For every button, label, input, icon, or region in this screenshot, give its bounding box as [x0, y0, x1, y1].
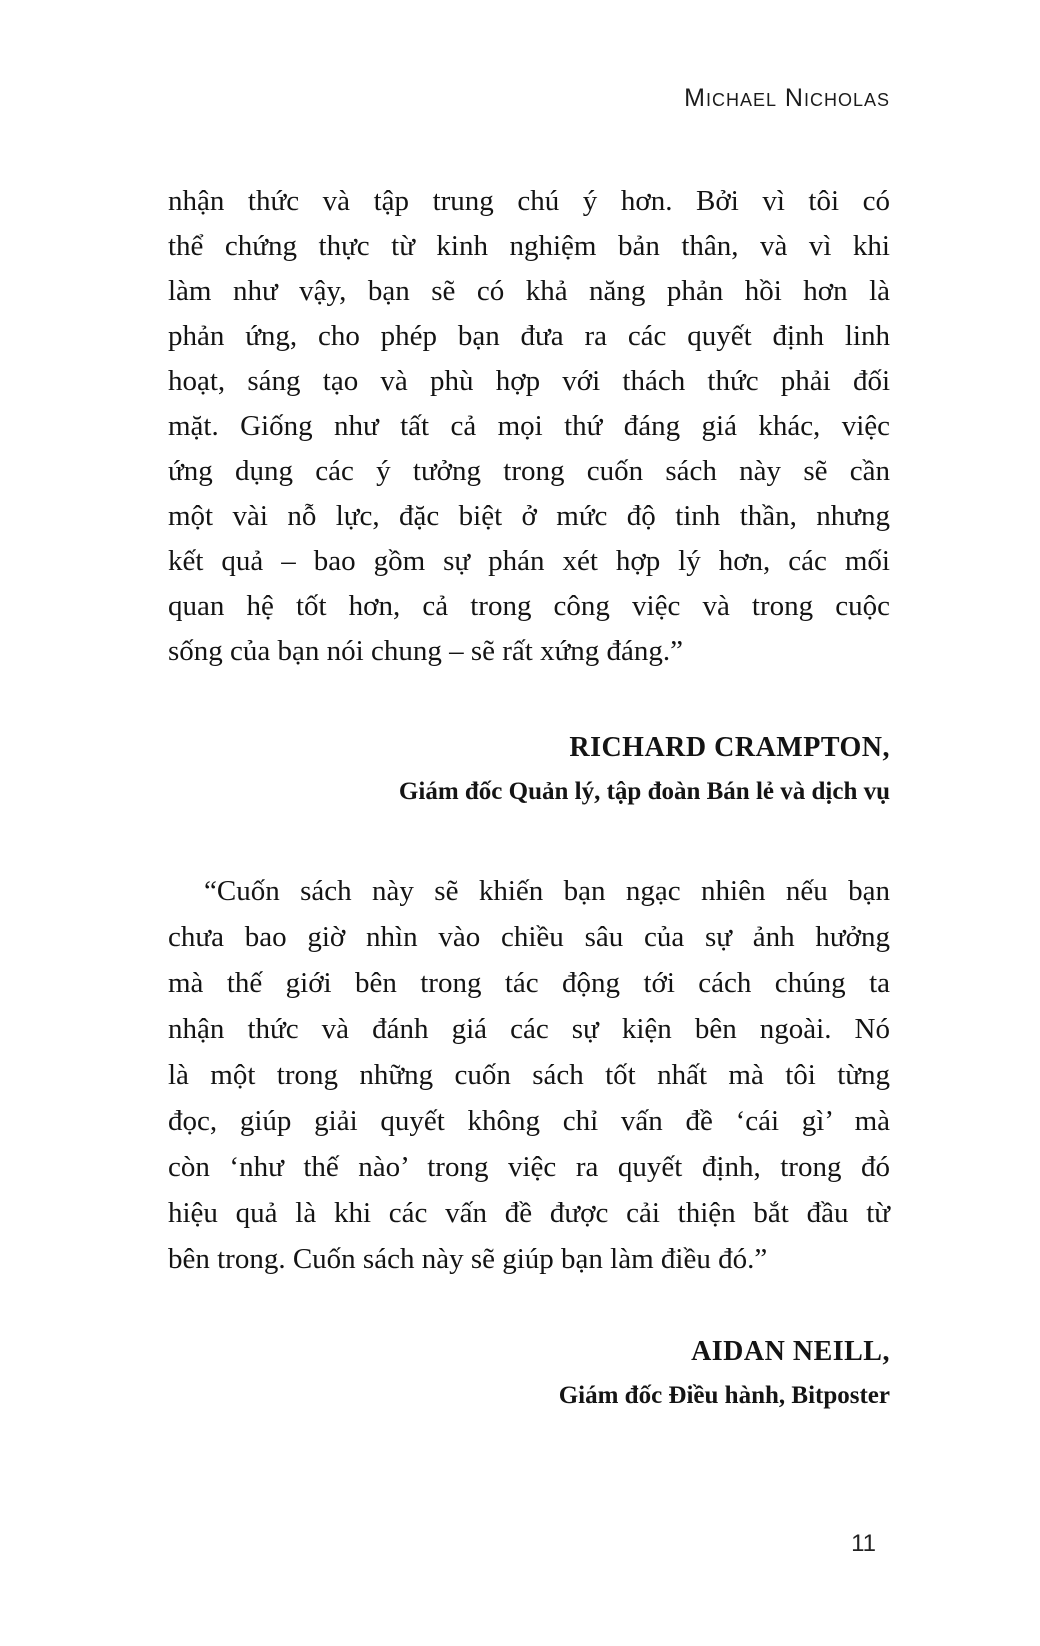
- paragraph-line: mà thế giới bên trong tác động tới cách chúng ta: [168, 967, 890, 999]
- paragraph-line: nhận thức và tập trung chú ý hơn. Bởi vì tôi có: [168, 185, 890, 217]
- paragraph-line: phản ứng, cho phép bạn đưa ra các quyết định linh: [168, 320, 890, 352]
- endorser-name-2: AIDAN NEILL,: [691, 1336, 890, 1367]
- endorser-name-1: RICHARD CRAMPTON,: [569, 732, 890, 763]
- paragraph-line: sống của bạn nói chung – sẽ rất xứng đáng.”: [168, 635, 684, 667]
- endorsement-quote-2: [168, 868, 890, 1282]
- paragraph-line: “Cuốn sách này sẽ khiến bạn ngạc nhiên nếu bạn: [204, 875, 890, 907]
- paragraph-line: ứng dụng các ý tưởng trong cuốn sách này sẽ cần: [168, 455, 890, 487]
- paragraph-line: kết quả – bao gồm sự phán xét hợp lý hơn, các mối: [168, 545, 890, 577]
- paragraph-line: hiệu quả là khi các vấn đề được cải thiện bắt đầu từ: [168, 1197, 890, 1229]
- running-header-author: Michael Nicholas: [684, 84, 890, 112]
- page-content: [168, 179, 890, 1418]
- paragraph-line: chưa bao giờ nhìn vào chiều sâu của sự ảnh hưởng: [168, 921, 890, 953]
- paragraph-line: quan hệ tốt hơn, cả trong công việc và trong cuộc: [168, 590, 890, 622]
- endorsement-block-1: [168, 179, 890, 814]
- endorser-title-2: Giám đốc Điều hành, Bitposter: [558, 1382, 890, 1409]
- attribution-2: [168, 1330, 890, 1418]
- endorsement-block-2: [168, 868, 890, 1418]
- paragraph-line: mặt. Giống như tất cả mọi thứ đáng giá khác, việc: [168, 410, 890, 442]
- paragraph-line: hoạt, sáng tạo và phù hợp với thách thức phải đối: [168, 365, 890, 397]
- page-number: 11: [851, 1530, 876, 1557]
- endorsement-quote-1: [168, 179, 890, 674]
- paragraph-line: là một trong những cuốn sách tốt nhất mà tôi từng: [168, 1059, 890, 1091]
- attribution-1: [168, 726, 890, 814]
- paragraph-line: đọc, giúp giải quyết không chỉ vấn đề ‘cái gì’ mà: [168, 1105, 890, 1137]
- running-header: [168, 85, 890, 111]
- paragraph-line: một vài nỗ lực, đặc biệt ở mức độ tinh thần, nhưng: [168, 500, 890, 532]
- paragraph-line: thể chứng thực từ kinh nghiệm bản thân, và vì khi: [168, 230, 890, 262]
- endorser-title-1: Giám đốc Quản lý, tập đoàn Bán lẻ và dịch vụ: [398, 778, 890, 805]
- paragraph-line: nhận thức và đánh giá các sự kiện bên ngoài. Nó: [168, 1013, 890, 1045]
- paragraph-line: làm như vậy, bạn sẽ có khả năng phản hồi hơn là: [168, 275, 890, 307]
- paragraph-line: bên trong. Cuốn sách này sẽ giúp bạn làm điều đó.”: [168, 1243, 768, 1275]
- paragraph-line: còn ‘như thế nào’ trong việc ra quyết định, trong đó: [168, 1151, 890, 1183]
- page-footer: [168, 1530, 890, 1558]
